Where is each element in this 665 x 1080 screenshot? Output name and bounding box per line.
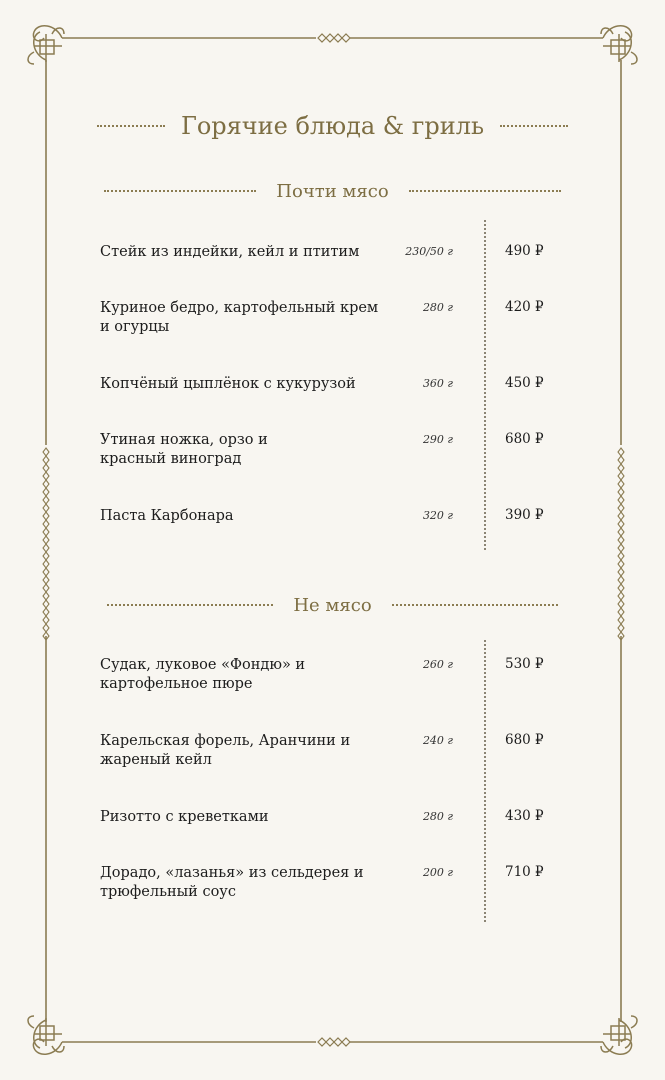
diamond-chain-icon <box>43 472 49 480</box>
menu-title-row <box>0 106 665 146</box>
dish-weight: 360 г <box>422 377 453 390</box>
dotted-divider <box>107 604 273 606</box>
price-column-divider <box>484 640 486 922</box>
section-title: Почти мясо <box>276 180 389 202</box>
diamond-chain-icon <box>43 512 49 520</box>
dish-price: 680 ₽ <box>505 732 544 748</box>
dish-name: Ризотто с креветками <box>100 809 269 825</box>
diamond-chain-icon <box>618 568 624 576</box>
dish-price: 450 ₽ <box>505 375 544 391</box>
diamond-chain-icon <box>618 496 624 504</box>
diamond-chain-icon <box>618 456 624 464</box>
diamond-chain-icon <box>618 520 624 528</box>
diamond-chain-icon <box>618 624 624 632</box>
page-title: Горячие блюда & гриль <box>180 112 485 140</box>
dish-price: 390 ₽ <box>505 507 544 523</box>
dotted-divider <box>500 125 568 127</box>
price-column-divider <box>484 220 486 550</box>
dish-weight: 280 г <box>422 810 453 823</box>
dish-weight: 320 г <box>422 509 453 522</box>
diamond-chain-icon <box>43 560 49 568</box>
diamond-chain-icon <box>43 496 49 504</box>
diamond-chain-icon <box>43 488 49 496</box>
diamond-chain-icon <box>618 576 624 584</box>
diamond-chain-icon <box>618 536 624 544</box>
dish-price: 530 ₽ <box>505 656 544 672</box>
diamond-chain-icon <box>43 464 49 472</box>
diamond-chain-icon <box>43 480 49 488</box>
dish-weight: 200 г <box>422 866 453 879</box>
dish-weight: 260 г <box>422 658 453 671</box>
diamond-chain-icon <box>43 544 49 552</box>
dish-name: Куриное бедро, картофельный крем и огурцы <box>100 300 379 335</box>
dish-weight: 230/50 г <box>405 245 453 258</box>
diamond-chain-icon <box>618 504 624 512</box>
diamond-chain-icon <box>43 624 49 632</box>
diamond-chain-icon <box>618 488 624 496</box>
diamond-chain-icon <box>43 536 49 544</box>
section-title: Не мясо <box>293 594 372 616</box>
dish-name: Копчёный цыплёнок с кукурузой <box>100 376 356 392</box>
dish-name: Стейк из индейки, кейл и птитим <box>100 244 360 260</box>
dotted-divider <box>409 190 561 192</box>
diamond-chain-icon <box>618 448 624 456</box>
dish-price: 710 ₽ <box>505 864 544 880</box>
diamond-chain-icon <box>43 528 49 536</box>
diamond-chain-icon <box>618 528 624 536</box>
dotted-divider <box>104 190 256 192</box>
diamond-chain-icon <box>43 448 49 456</box>
diamond-chain-icon <box>618 544 624 552</box>
dish-price: 430 ₽ <box>505 808 544 824</box>
dish-name: Паста Карбонара <box>100 508 234 524</box>
diamond-chain-icon <box>618 560 624 568</box>
diamond-chain-icon <box>43 568 49 576</box>
diamond-chain-icon <box>43 456 49 464</box>
dish-name: Судак, луковое «Фондю» и картофельное пюре <box>100 657 306 692</box>
dish-weight: 240 г <box>422 734 453 747</box>
diamond-chain-icon <box>43 576 49 584</box>
dotted-divider <box>392 604 558 606</box>
dish-name: Карельская форель, Аранчини и жареный кейл <box>100 733 351 768</box>
diamond-chain-icon <box>43 504 49 512</box>
dish-price: 420 ₽ <box>505 299 544 315</box>
diamond-chain-icon <box>618 464 624 472</box>
dotted-divider <box>97 125 165 127</box>
diamond-chain-icon <box>43 520 49 528</box>
dish-name: Утиная ножка, орзо и красный виноград <box>100 432 268 467</box>
dish-name: Дорадо, «лазанья» из сельдерея и трюфельный соус <box>100 865 364 900</box>
dish-price: 490 ₽ <box>505 243 544 259</box>
diamond-chain-icon <box>618 552 624 560</box>
diamond-chain-icon <box>618 472 624 480</box>
diamond-chain-icon <box>618 480 624 488</box>
section-title-row <box>0 176 665 206</box>
diamond-chain-icon <box>618 512 624 520</box>
dish-price: 680 ₽ <box>505 431 544 447</box>
section-title-row <box>0 590 665 620</box>
diamond-chain-icon <box>43 552 49 560</box>
dish-weight: 280 г <box>422 301 453 314</box>
dish-weight: 290 г <box>422 433 453 446</box>
